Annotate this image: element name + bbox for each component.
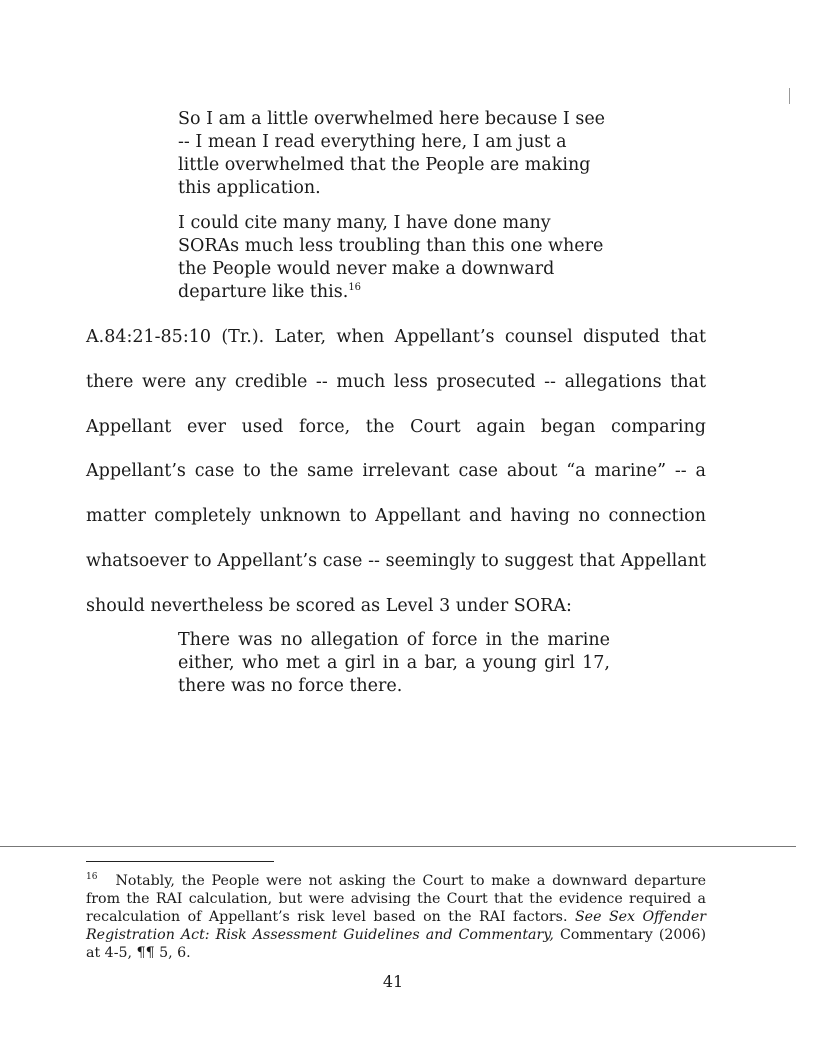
quote-bottom-paragraph: There was no allegation of force in the marine either, who met a girl in a bar, a young girl 17, there was no force there. [178,630,610,696]
page-number: 41 [382,972,404,991]
footnote-separator [86,861,274,862]
scan-edge-mark [789,88,790,104]
body-paragraph: A.84:21-85:10 (Tr.). Later, when Appellant’s counsel disputed that there were any credible -- much less prosecuted -- allegations that Appellant ever used force, the Court again began comparing Appellant’s case to the same irrelevant case about “a marine” -- a matter completely unknown to Appellant and having no connection whatsoever to Appellant’s case -- seemingly to suggest that Appellant should nevertheless be scored as Level 3 under SORA: [86,327,706,616]
block-quote-top [178,108,610,316]
footnote-citation: See Sex Offender Registration Act: Risk Assessment Guidelines and Commentary, [86,909,707,943]
quote-paragraph-2 [178,212,610,304]
footnote-marker: 16 [86,872,98,883]
quote-paragraph-2-text: I could cite many many, I have done many SORAs much less troubling than this one where the People would never make a downward departure like this. [178,213,604,302]
footnote-16 [86,872,706,962]
block-quote-bottom [178,629,610,710]
footnote-text-2: Commentary (2006) at 4-5, ¶¶ 5, 6. [86,927,706,961]
footnote-text-1: Notably, the People were not asking the Court to make a downward departure from the RAI calculation, but were advising the Court that the evidence required a recalculation of Appellant’s risk level based on the RAI factors. [86,873,706,925]
page-divider-line [0,846,796,847]
footnote-reference[interactable]: 16 [348,282,362,294]
quote-paragraph-1: So I am a little overwhelmed here because I see -- I mean I read everything here, I am just a little overwhelmed that the People are making this application. [178,109,606,198]
